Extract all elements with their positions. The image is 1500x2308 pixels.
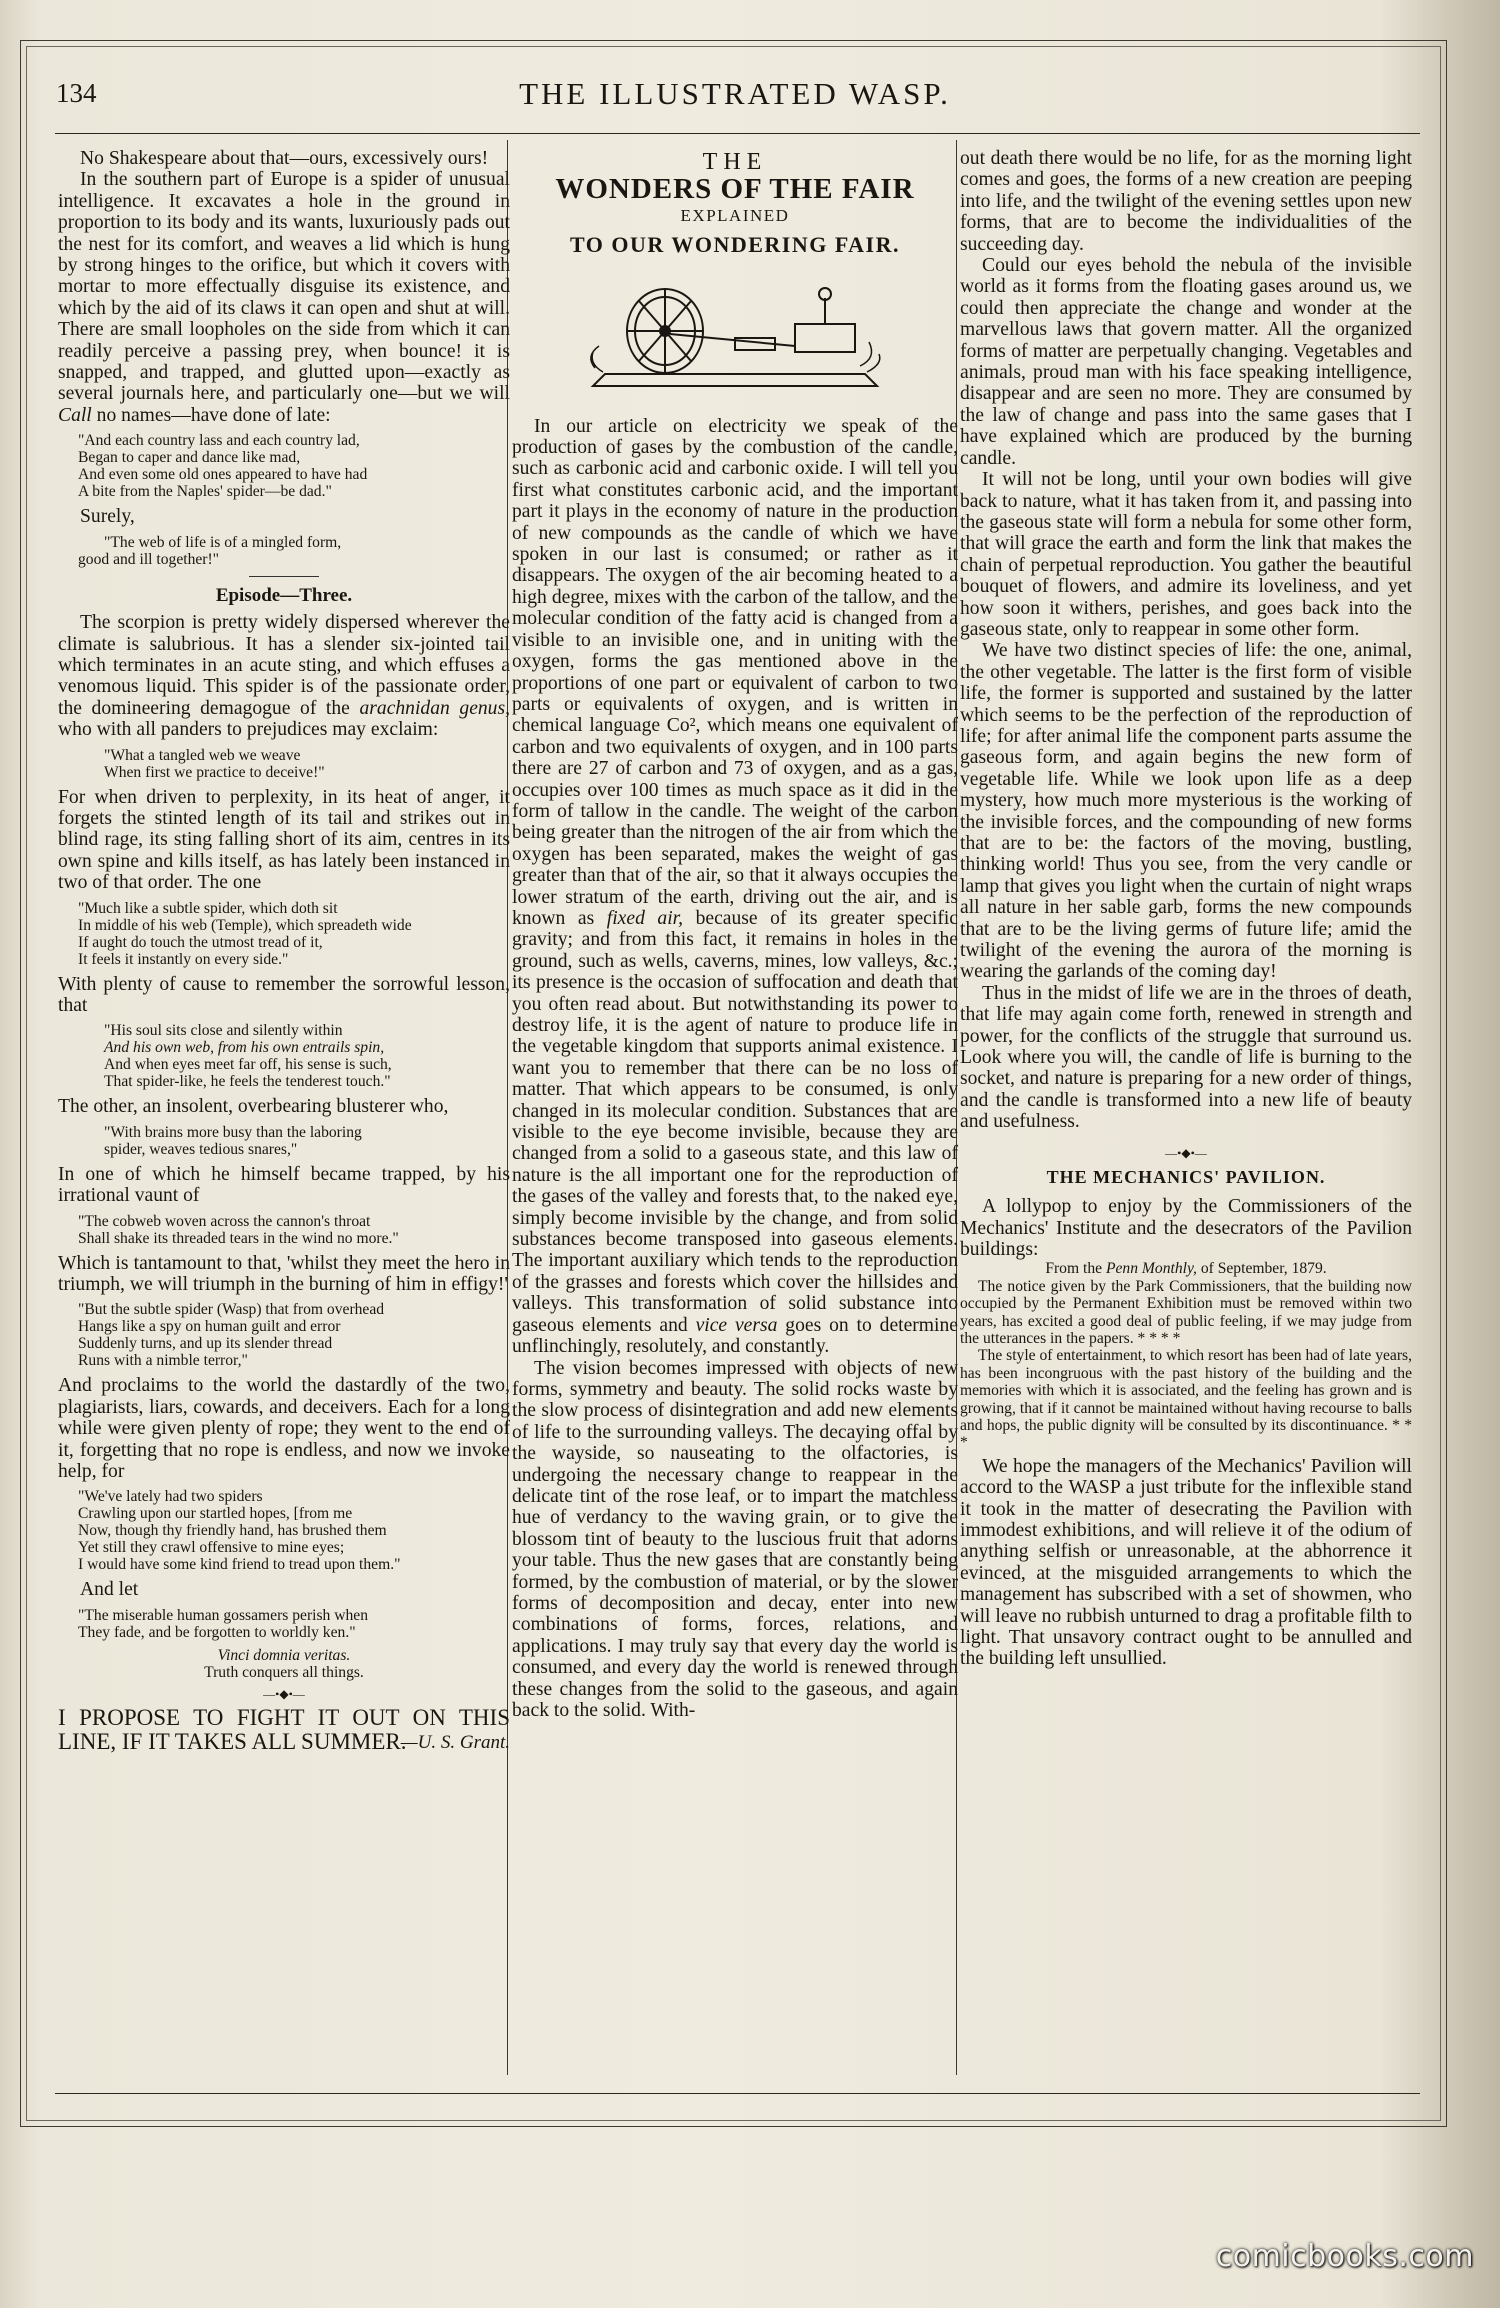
paragraph: With plenty of cause to remember the sorrowful lesson, that xyxy=(58,973,510,1016)
verse: "The web of life is of a mingled form, good and ill together!" xyxy=(78,533,342,568)
paragraph: And let xyxy=(80,1579,139,1601)
quoted-notice xyxy=(960,1260,1412,1451)
paragraph: We hope the managers of the Mechanics' Pavilion will accord to the WASP a just tribute for the inflexible stand it took in the matter of desecrating the Pavilion with immodest exhibitions, and will relieve it of the odium of anything selfish or unreasonable, at the abhorrence it evinced, at the misguided arrangements to which the management has subscribed with a set of showmen, who will leave no rubbish unturned to drag a profitable filth to light. That unsavory contract ought to be annulled and the building left unsullied. xyxy=(960,1455,1412,1670)
motto-latin: Vinci domnia veritas. xyxy=(217,1646,351,1664)
paragraph: The style of entertainment, to which resort has been had of late years, has been incongruous with the past history of the building and the memories with which it is associated, and the feeling has grown and is growing, that if it cannot be maintained without having recourse to balls and hops, the public dignity will be consulted by its discontinuance. * * * xyxy=(960,1347,1412,1452)
verse: "And each country lass and each country lad, Began to caper and dance like mad, And even some old ones appeared to have had A bite from the Naples' spider—be dad." xyxy=(78,432,368,501)
paragraph: In one of which he himself became trapped, by his irrational vaunt of xyxy=(58,1163,510,1207)
paragraph: In the southern part of Europe is a spider of unusual intelligence. It excavates a hole in the ground in proportion to its body and its wants, luxuriously pads out the nest for its comfort, and weaves a lid which is hung by strong hinges to the orifice, but which it covers with mortar to more effectually disguise its existence, and which by the aid of its claws it can open and shut at will. There are small loopholes on the side from which it can readily perceive a passing prey, when bounce! it is snapped, and trapped, and glutted upon—exactly as several journals here, and particularly one—but we will Call no names—have done of late: xyxy=(58,169,510,426)
paragraph: We have two distinct species of life: the one, animal, the other vegetable. The latter is the first form of visible life, the former is supported and sustained by the latter which seems to be the perfection of the reproduction of life; for after animal life the component parts assume the gaseous form, and again begins the new form of vegetable life. While we look upon life as a deep mystery, how much more mysterious is the working of the invisible forces, and the compounding of new forms that are to be: the factors of the moving, bustling, thinking world! Thus you see, from the very candle or lamp that gives you light when the curtain of night wraps all nature in her sable garb, forms the new compounds that are to be the living germs of future life; amid the twilight of the evening the aurora of the morning is wearing the garlands of the coming day! xyxy=(960,640,1412,983)
section-heading: Episode—Three. xyxy=(215,584,353,606)
column-3 xyxy=(960,148,1412,1670)
paragraph: The vision becomes impressed with objects of new forms, symmetry and beauty. The solid rocks waste by the slow process of disintegration and add new elements of life to the surrounding valleys. The decaying offal by the wayside, so nauseating to the olfactories, is undergoing the necessary change to reappear in the delicate tint of the rose leaf, or to impart the matchless hue of verdancy to the waving grain, or to give the blossom tint of beauty to the luscious fruit that adorns your table. Thus the new gases that are constantly being formed, by the combustion of material, or by the slower forms of decomposition and decay, enter into new combinations of forms, forces, relations, and applications. I may truly say that every day the world is consumed, and every day the world is renewed through these changes from the solid to the gaseous, and again back to the solid. With- xyxy=(512,1357,958,1721)
grant-quote: I PROPOSE TO FIGHT IT OUT ON THIS LINE, IF IT TAKES ALL SUMMER. xyxy=(58,1704,510,1754)
paragraph: The scorpion is pretty widely dispersed wherever the climate is salubrious. It has a slender six-jointed tail which terminates in an acute sting, and which effuses a venomous liquid. This spider is of the passionate order, the domineering demagogue of the arachnidan genus, who with all panders to prejudices may exclaim: xyxy=(58,612,511,741)
article-title: WONDERS OF THE FAIR xyxy=(555,173,915,206)
column-1 xyxy=(58,148,510,1753)
paragraph: Which is tantamount to that, 'whilst they meet the hero in triumph, we will triumph in the burning of him in effigy!' xyxy=(58,1252,510,1295)
paragraph: And proclaims to the world the dastardly of the two, plagiarists, liars, cowards, and deceivers. Each for a long while were given plenty of rope; they went to the end of it, forgetting that no rope is endless, and now we invoke help, for xyxy=(58,1375,510,1483)
paragraph: For when driven to perplexity, in its heat of anger, it forgets the stinted length of its tail and strikes out in blind rage, its sting falling short of its aim, centres in its own spine and kills itself, as has lately been instanced in two of that order. The one xyxy=(58,786,510,894)
paragraph: In our article on electricity we speak of the production of gases by the combustion of the candle, such as carbonic acid and carbonic oxide. I will tell you first what constitutes carbonic acid, and the important part it plays in the economy of nature in the production of new compounds as the candle of which we have spoken in our last is consumed; or rather as it disappears. The oxygen of the air becoming heated to a high degree, mixes with the carbon of the tallow, and the molecular condition of the fatty acid is changed from a visible to an invisible one, and in uniting with the oxygen, forms the gas mentioned above in the proportions of one part or equivalent of carbon to two parts or equivalents of oxygen, and is written in chemical language Co², which means one equivalent of carbon and two equivalents of oxygen, and in 100 parts there are 27 of carbon and 73 of oxygen, and as a gas, occupies over 100 times as much space as it did in the form of tallow in the candle. The weight of the carbon being greater than the nitrogen of the air from which the oxygen has been separated, makes the weight of gas greater than that of the air, so that it always occupies the lower stratum of the earth, driving out the air, and is known as fixed air, because of its greater specific gravity; and from this fact, it remains in holes in the ground, such as wells, caverns, mines, low valleys, &c.; its presence is the occasion of suffocation and death that you often read about. But notwithstanding its power to destroy life, it is the agent of nature to produce life in the vegetable kingdom that supports animal existence. I want you to remember that there can be no loss of matter. That which appears to be consumed, is only changed in its molecular condition. Substances that are visible to the eye become invisible, because they are changed from a solid to a gaseous state, and this law of nature is the all important one for the reproduction of the gases of the valley and forests that, to the naked eye, simply become invisible by the change, and from solid substances become transposed into gaseous elements. The important auxiliary which tends to the reproduction of the grasses and forests which cover the hillsides and valleys. This transformation of solid substance into gaseous elements and vice versa goes on to determine unflinchingly, resolutely, and constantly. xyxy=(512,415,958,1358)
paragraph: Could our eyes behold the nebula of the invisible world as it forms from the floating gases around us, we could then appreciate the change and wonder at the marvellous laws that govern matter. All the organized forms of matter are perpetually changing. Vegetables and animals, proud man with his face speaking intelligence, disappear and are seen no more. They are consumed by the law of change and pass into the same gases that I have explained which are produced by the burning candle. xyxy=(960,255,1412,469)
header-rule xyxy=(55,133,1420,134)
paragraph: The other, an insolent, overbearing blusterer who, xyxy=(58,1096,449,1118)
verse: "We've lately had two spiders Crawling upon our startled hopes, [from me Now, though thy friendly hand, has brushed them Yet still they crawl offensive to mine eyes; I would have some kind friend to tread upon them." xyxy=(78,1488,401,1574)
separator xyxy=(249,576,319,577)
watermark: comicbooks.com xyxy=(1215,2239,1474,2274)
ornament-divider: —•◆•— xyxy=(263,1686,305,1701)
paragraph: Thus in the midst of life we are in the throes of death, that life may again come forth, renewed in strength and power, for the conflicts of the struggle that surround us. Look where you will, the candle of life is burning to the socket, and nature is preparing for a new order of things, and the candle is transformed into a new life of beauty and usefulness. xyxy=(960,982,1412,1133)
paragraph: It will not be long, until your own bodies will give back to nature, what it has taken from it, and passing into the gaseous state will form a nebula for some other form, that will grace the earth and form the link that makes the chain of perpetual reproduction. You gather the beautiful bouquet of flowers, and admire its loveliness, and yet how soon it withers, perishes, and goes back into the gaseous state, only to reappear in some other form. xyxy=(960,469,1412,640)
grant-signature: —U. S. Grant. xyxy=(400,1731,510,1753)
column-2 xyxy=(512,148,958,1721)
ornament-divider: —•◆•— xyxy=(1165,1145,1207,1160)
bottom-rule xyxy=(55,2093,1420,2094)
article-title-the: THE xyxy=(702,149,768,175)
engine-wheel-illustration xyxy=(585,276,885,396)
quote-source: From the Penn Monthly, of September, 1879. xyxy=(1045,1260,1327,1278)
verse: "But the subtle spider (Wasp) that from overhead Hangs like a spy on human guilt and error Suddenly turns, and up its slender thread Runs with a nimble terror," xyxy=(78,1301,385,1370)
verse: "His soul sits close and silently within And his own web, from his own entrails spin, And when eyes meet far off, his sense is such, That spider-like, he feels the tenderest touch." xyxy=(104,1022,392,1091)
motto-english: Truth conquers all things. xyxy=(204,1664,364,1682)
paragraph: The notice given by the Park Commissioners, that the building now occupied by the Permanent Exhibition must be removed within two years, has excited a good deal of public feeling, if we may judge from the utterances in the papers. * * * * xyxy=(960,1277,1412,1347)
paragraph: A lollypop to enjoy by the Commissioners of the Mechanics' Institute and the desecrators of the Pavilion buildings: xyxy=(960,1196,1412,1260)
verse: "The cobweb woven across the cannon's throat Shall shake its threaded tears in the wind no more." xyxy=(78,1212,399,1247)
verse: "Much like a subtle spider, which doth sit In middle of his web (Temple), which spreadeth wide If aught do touch the utmost tread of it, It feels it instantly on every side." xyxy=(78,899,412,968)
publication-title: THE ILLUSTRATED WASP. xyxy=(519,76,951,111)
article-dedication: TO OUR WONDERING FAIR. xyxy=(569,232,901,258)
article-subtitle: EXPLAINED xyxy=(680,205,790,225)
section-heading: THE MECHANICS' PAVILION. xyxy=(1046,1166,1326,1187)
paragraph: Surely, xyxy=(80,506,135,528)
running-header xyxy=(50,70,1420,120)
page-number: 134 xyxy=(56,78,97,108)
paragraph: out death there would be no life, for as the morning light comes and goes, the forms of a new creation are peeping into life, and the twilight of the evening settles upon new forms, that are to become the individualities of the succeeding day. xyxy=(960,148,1412,255)
verse: "The miserable human gossamers perish when They fade, and be forgotten to worldly ken." xyxy=(78,1606,369,1641)
verse: "What a tangled web we weave When first we practice to deceive!" xyxy=(104,746,325,781)
paragraph: No Shakespeare about that—ours, excessively ours! xyxy=(80,148,489,169)
verse: "With brains more busy than the laboring spider, weaves tedious snares," xyxy=(104,1123,362,1158)
